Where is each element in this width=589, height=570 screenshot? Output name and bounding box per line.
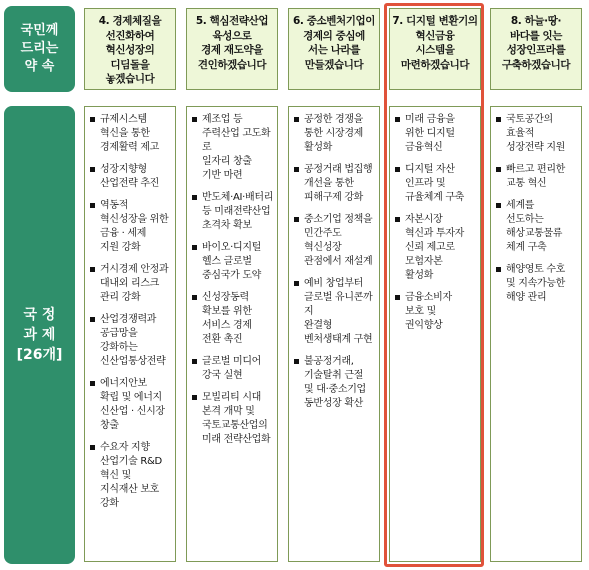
- task-item: 공정한 경쟁을 통한 시장경제 활성화: [293, 113, 376, 155]
- task-items: [191, 113, 274, 447]
- task-item: 예비 창업부터 글로벌 유니콘까지 완결형 벤처생태계 구현: [293, 277, 376, 347]
- task-item: 수요자 지향 산업기술 R&D 혁신 및 지식재산 보호 강화: [89, 441, 172, 511]
- task-items: [89, 113, 172, 511]
- promise-label-text: 국민께 드리는 약 속: [20, 23, 59, 74]
- task-item: 공정거래 법집행 개선을 통한 피해구제 강화: [293, 163, 376, 205]
- task-item: 에너지안보 확립 및 에너지 신산업 · 신시장 창출: [89, 377, 172, 433]
- task-item: 중소기업 정책을 민간주도 혁신성장 관점에서 재설계: [293, 213, 376, 269]
- task-item: 신성장동력 확보를 위한 서비스 경제 전환 촉진: [191, 291, 274, 347]
- task-items: [293, 113, 376, 411]
- task-item: 모빌리티 시대 본격 개막 및 국토교통산업의 미래 전략산업화: [191, 391, 274, 447]
- task-item: 세계를 선도하는 해상교통물류 체계 구축: [495, 199, 578, 255]
- promise-header-6: 6. 중소벤처기업이 경제의 중심에 서는 나라를 만들겠습니다: [288, 8, 380, 90]
- task-item: 반도체·AI·배터리 등 미래전략산업 초격차 확보: [191, 191, 274, 233]
- task-item: 규제시스템 혁신을 통한 경제활력 제고: [89, 113, 172, 155]
- task-item: 빠르고 편리한 교통 혁신: [495, 163, 578, 191]
- task-item: 산업경쟁력과 공급망을 강화하는 신산업통상전략: [89, 313, 172, 369]
- task-item: 자본시장 혁신과 투자자 신뢰 제고로 모험자본 활성화: [394, 213, 477, 283]
- promise-header-4: 4. 경제체질을 선진화하여 혁신성장의 디딤돌을 놓겠습니다: [84, 8, 176, 90]
- task-item: 불공정거래, 기술탈취 근절 및 대·중소기업 동반성장 확산: [293, 355, 376, 411]
- promise-header-5: 5. 핵심전략산업 육성으로 경제 재도약을 견인하겠습니다: [186, 8, 278, 90]
- task-item: 국토공간의 효율적 성장전략 지원: [495, 113, 578, 155]
- task-list-4: [84, 106, 176, 562]
- task-item: 금융소비자 보호 및 권익향상: [394, 291, 477, 333]
- task-list-5: [186, 106, 278, 562]
- task-item: 디지털 자산 인프라 및 규율체계 구축: [394, 163, 477, 205]
- task-list-6: [288, 106, 380, 562]
- task-item: 바이오·디지털 헬스 글로벌 중심국가 도약: [191, 241, 274, 283]
- highlight-frame: [384, 3, 484, 567]
- task-item: 제조업 등 주력산업 고도화로 일자리 창출 기반 마련: [191, 113, 274, 183]
- task-item: 글로벌 미디어 강국 실현: [191, 355, 274, 383]
- national-tasks-label-text: 국 정 과 제 [26개]: [16, 307, 63, 363]
- promise-header-8: 8. 하늘·땅· 바다를 잇는 성장인프라를 구축하겠습니다: [490, 8, 582, 90]
- promise-label: [4, 6, 75, 92]
- task-list-8: [490, 106, 582, 562]
- task-item: 성장지향형 산업전략 추진: [89, 163, 172, 191]
- task-item: 해양영토 수호 및 지속가능한 해양 관리: [495, 263, 578, 305]
- task-item: 미래 금융을 위한 디지털 금융혁신: [394, 113, 477, 155]
- promise-header-7: 7. 디지털 변환기의 혁신금융 시스템을 마련하겠습니다: [389, 8, 481, 90]
- task-item: 거시경제 안정과 대내외 리스크 관리 강화: [89, 263, 172, 305]
- task-item: 역동적 혁신성장을 위한 금융 · 세제 지원 강화: [89, 199, 172, 255]
- national-tasks-label: [4, 106, 75, 564]
- task-items: [495, 113, 578, 305]
